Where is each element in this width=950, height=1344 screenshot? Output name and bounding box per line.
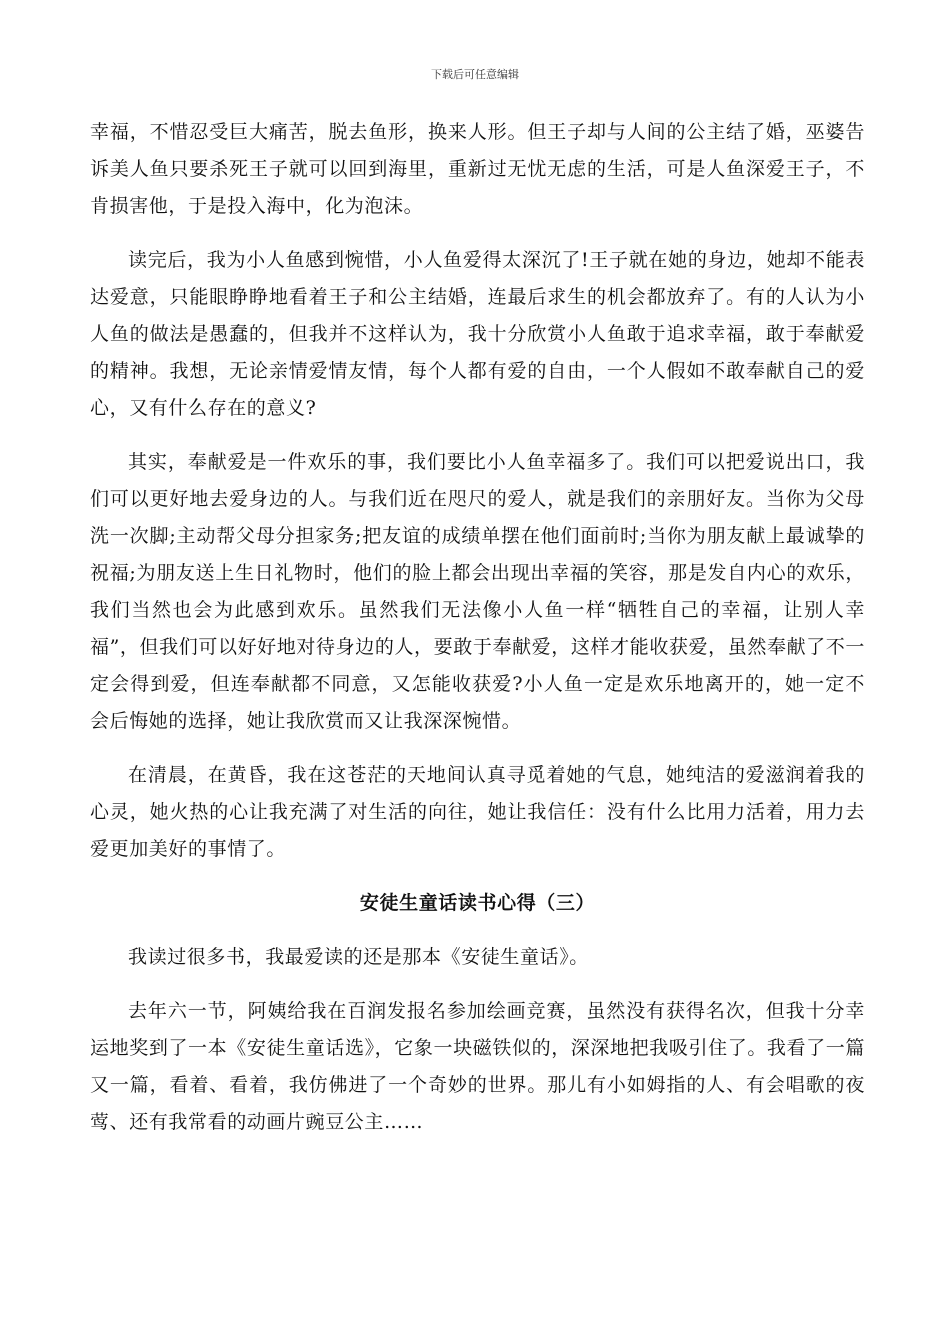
paragraph-story: 去年六一节，阿姨给我在百润发报名参加绘画竞赛，虽然没有获得名次，但我十分幸运地奖到了一本《安徒生童话选》，它象一块磁铁似的，深深地把我吸引住了。我看了一篇又一篇，看着、看着，我仿佛进了一个奇妙的世界。那儿有小如姆指的人、有会唱歌的夜莺、还有我常看的动画片豌豆公主…… — [90, 1000, 865, 1133]
paragraph-reflection: 读完后，我为小人鱼感到惋惜，小人鱼爱得太深沉了!王子就在她的身边，她却不能表达爱意，只能眼睁睁地看着王子和公主结婚，连最后求生的机会都放弃了。有的人认为小人鱼的做法是愚蠢的，但我并不这样认为，我十分欣赏小人鱼敢于追求幸福，敢于奉献爱的精神。我想，无论亲情爱情友情，每个人都有爱的自由，一个人假如不敢奉献自己的爱心，又有什么存在的意义? — [90, 249, 865, 419]
section-title: 安徒生童话读书心得（三） — [359, 892, 596, 914]
paragraph-dedication: 其实，奉献爱是一件欢乐的事，我们要比小人鱼幸福多了。我们可以把爱说出口，我们可以更好地去爱身边的人。与我们近在咫尺的爱人，就是我们的亲朋好友。当你为父母洗一次脚;主动帮父母分担家务;把友谊的成绩单摆在他们面前时;当你为朋友献上最诚挚的祝福;为朋友送上生日礼物时，他们的脸上都会出现出幸福的笑容，那是发自内心的欢乐，我们当然也会为此感到欢乐。虽然我们无法像小人鱼一样“牺牲自己的幸福，让别人幸福”，但我们可以好好地对待身边的人，要敢于奉献爱，这样才能收获爱，虽然奉献了不一定会得到爱，但连奉献都不同意，又怎能收获爱?小人鱼一定是欢乐地离开的，她一定不会后悔她的选择，她让我欣赏而又让我深深惋惜。 — [90, 451, 865, 732]
page-header: 下载后可任意编辑 — [431, 68, 519, 81]
document-body — [90, 114, 865, 1141]
paragraph-continuation: 幸福，不惜忍受巨大痛苦，脱去鱼形，换来人形。但王子却与人间的公主结了婚，巫婆告诉美人鱼只要杀死王子就可以回到海里，重新过无忧无虑的生活，可是人鱼深爱王子，不肯损害他，于是投入海中，化为泡沫。 — [90, 121, 865, 217]
paragraph-intro: 我读过很多书，我最爱读的还是那本《安徒生童话》。 — [128, 946, 589, 968]
paragraph-closing: 在清晨，在黄昏，我在这苍茫的天地间认真寻觅着她的气息，她纯洁的爱滋润着我的心灵，她火热的心让我充满了对生活的向往，她让我信任：没有什么比用力活着，用力去爱更加美好的事情了。 — [90, 764, 865, 860]
